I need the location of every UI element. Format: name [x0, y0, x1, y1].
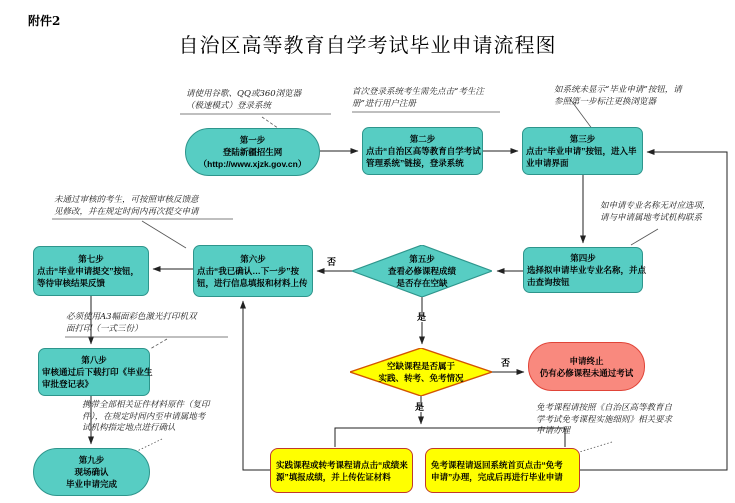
leader-major-note — [631, 229, 658, 245]
node-step6-line: 第六步 — [240, 254, 266, 264]
annotation-resubmit — [54, 195, 199, 218]
edge-label-yes: 是 — [415, 402, 425, 412]
page-title: 自治区高等教育自学考试毕业申请流程图 — [178, 33, 557, 57]
node-terminate-line: 申请终止 — [569, 355, 604, 366]
annotation-change-browser-line: 参照第一步标注更换浏览器 — [554, 96, 657, 107]
annotation-change-browser-line: 如系统未显示“毕业申请”按钮，请 — [554, 85, 682, 95]
node-step3 — [522, 127, 643, 175]
annotation-exempt-rule-line: 申请办理 — [536, 426, 571, 436]
annotation-print — [66, 312, 197, 335]
annotation-onsite-line: 件），在规定时间内至申请属地考 — [82, 411, 206, 422]
node-step6 — [193, 245, 313, 297]
practice-box-line: 实践课程或转考课程请点击“成绩来 — [276, 459, 408, 470]
node-step1-line: 登陆新疆招生网 — [222, 147, 283, 157]
node-step7-line: 等待审核结果反馈 — [37, 278, 106, 288]
exempt-box-line: 申请”办理，完成后再进行毕业申请 — [431, 471, 563, 482]
annotation-resubmit-line: 未通过审核的考生，可按照审核反馈意 — [54, 195, 199, 205]
annotation-register — [352, 87, 484, 110]
node-exempt-box — [425, 448, 580, 493]
node-step5-line: 第五步 — [409, 254, 435, 264]
node-step9-line: 现场确认 — [74, 467, 109, 477]
annotation-browser-line: 请使用谷歌、QQ或360浏览器 — [186, 89, 302, 99]
node-terminate-line: 仍有必修课程未通过考试 — [539, 367, 634, 378]
edge-label-no: 否 — [327, 257, 337, 267]
node-gap-decision-text — [350, 348, 492, 396]
node-step5-text — [352, 245, 492, 297]
annotation-browser-line: （极速模式）登录系统 — [186, 100, 272, 111]
node-step8-line: 审核通过后下载打印《毕业生 — [42, 367, 153, 377]
node-step4 — [523, 247, 647, 293]
node-step9-line: 毕业申请完成 — [65, 479, 117, 489]
node-step8-line: 第八步 — [81, 355, 107, 365]
node-gap-decision — [350, 348, 492, 396]
node-step1 — [185, 128, 320, 176]
edge-split-branches — [335, 428, 565, 447]
annotation-onsite-line: 携带全部相关证件材料原件（复印 — [82, 400, 210, 410]
node-step2-line: 管理系统”链接，登录系统 — [366, 158, 464, 168]
annotation-major-line: 如申请专业名称无对应选项， — [600, 201, 711, 211]
attachment-label: 附件2 — [28, 14, 61, 28]
node-step5-decision — [352, 245, 492, 297]
leader-resubmit-note — [142, 221, 186, 248]
annotation-resubmit-line: 见修改，并在规定时间内再次提交申请 — [54, 206, 199, 217]
leader-print-note — [150, 339, 167, 349]
node-step5-line: 查看必修课程成绩 — [387, 266, 456, 276]
annotation-onsite — [82, 400, 210, 435]
annotation-exempt-rule — [536, 403, 672, 438]
edge-practice-step6-loop — [243, 301, 270, 470]
annotation-browser — [186, 89, 301, 112]
node-step1-line: 第一步 — [239, 135, 266, 145]
leader-exempt-rule-note — [576, 442, 612, 453]
node-step3-line: 业申请界面 — [526, 158, 569, 168]
annotation-print-line: 必须使用A3幅面彩色激光打印机双 — [66, 312, 197, 322]
node-step4-line: 选择拟申请毕业专业名称，并点 — [527, 265, 647, 275]
node-step9-line: 第九步 — [78, 455, 105, 465]
edge-label-yes: 是 — [417, 312, 427, 322]
node-step3-line: 点击“毕业申请”按钮，进入毕 — [526, 146, 637, 156]
node-step7-line: 点击“毕业申请提交”按钮， — [37, 266, 140, 276]
annotation-major — [600, 201, 711, 224]
annotation-register-line: 册”进行用户注册 — [352, 98, 416, 109]
annotation-exempt-rule-line: 学考试免考课程实施细则》相关要求 — [536, 414, 673, 425]
node-step1-line: （http://www.xjzk.gov.cn） — [198, 159, 307, 169]
node-step7-line: 第七步 — [78, 254, 104, 264]
annotation-register-line: 首次登录系统考生需先点击“考生注 — [352, 87, 484, 97]
node-step2-line: 点击“自治区高等教育自学考试 — [366, 146, 481, 156]
node-step2 — [362, 127, 483, 175]
practice-box-line: 源”填报成绩，并上传佐证材料 — [276, 471, 391, 482]
node-gap-line: 实践、转考、免考情况 — [378, 373, 464, 383]
node-terminate — [528, 342, 645, 391]
edge-label-no: 否 — [501, 358, 511, 368]
annotation-change-browser — [554, 85, 682, 108]
annotation-onsite-line: 试机构指定地点进行确认 — [82, 423, 176, 433]
node-gap-line: 空缺课程是否属于 — [386, 361, 455, 371]
node-step4-line: 击查询按钮 — [527, 277, 570, 287]
node-step9 — [33, 448, 150, 496]
node-step3-line: 第三步 — [569, 134, 596, 144]
node-step6-line: 点击“我已确认…下一步”按 — [197, 266, 300, 276]
node-step8-line: 审批登记表》 — [42, 379, 94, 389]
node-step8 — [38, 348, 153, 396]
annotation-major-line: 请与申请属地考试机构联系 — [600, 212, 703, 223]
node-step6-line: 钮，进行信息填报和材料上传 — [197, 278, 308, 288]
node-step7 — [33, 246, 149, 296]
node-practice-box — [270, 448, 413, 493]
annotation-exempt-rule-line: 免考课程请按照《自治区高等教育自 — [536, 403, 673, 413]
node-step2-line: 第二步 — [409, 134, 436, 144]
node-step4-line: 第四步 — [570, 253, 596, 263]
node-step5-line: 是否存在空缺 — [396, 278, 448, 288]
exempt-box-line: 免考课程请返回系统首页点击“免考 — [431, 459, 563, 470]
annotation-print-line: 面打印（一式三份） — [66, 323, 143, 334]
